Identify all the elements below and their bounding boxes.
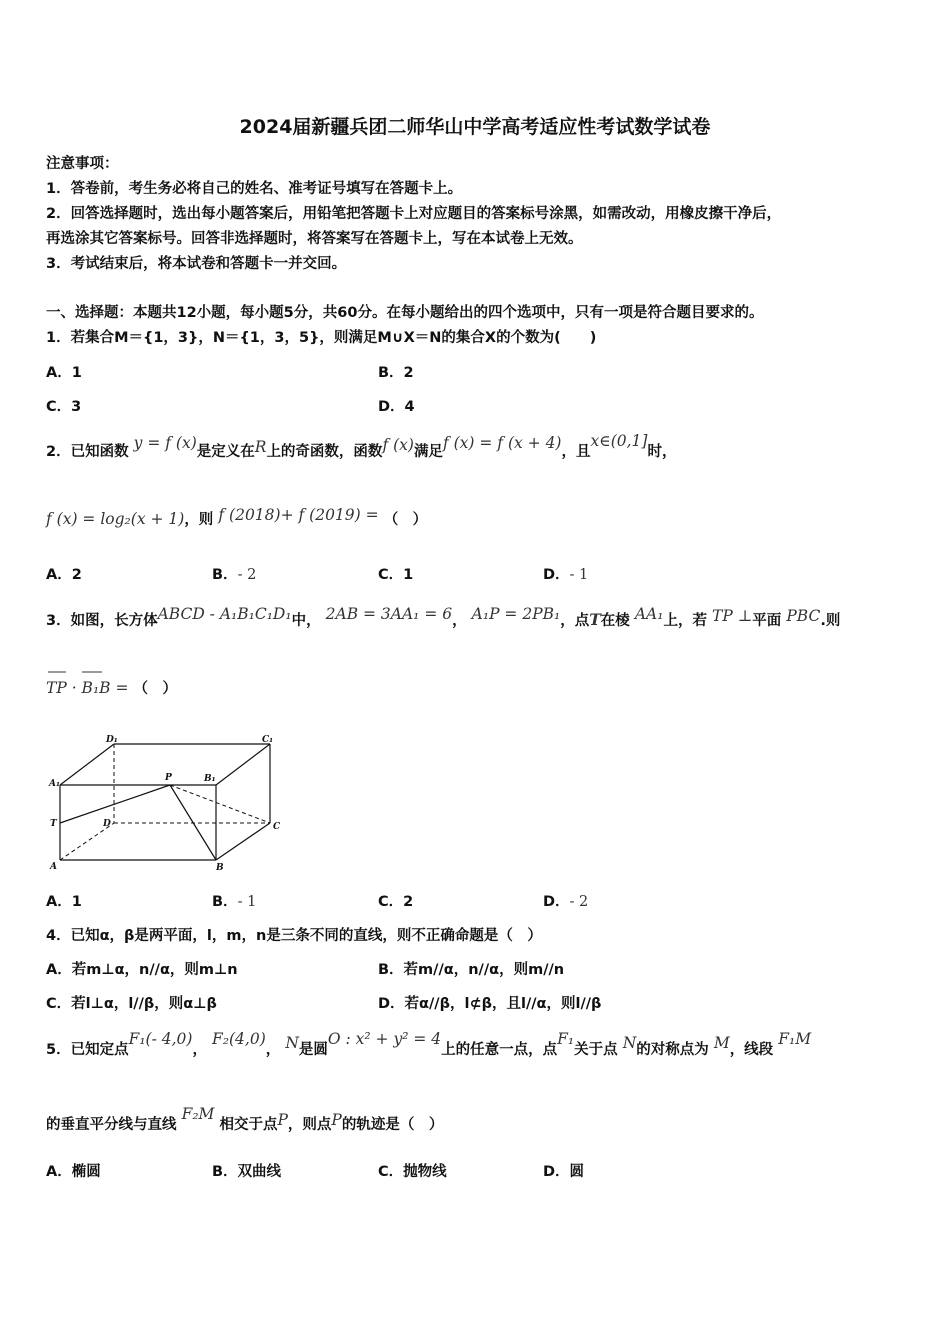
q2-math-5: x∈(0,1] bbox=[590, 432, 648, 450]
q5-math-7: M bbox=[713, 1034, 730, 1052]
q5-math-3: N bbox=[285, 1034, 299, 1052]
label-b: B bbox=[216, 863, 224, 873]
q5-text-9: 的垂直平分线与直线 bbox=[46, 1117, 177, 1133]
q3-option-d bbox=[543, 890, 588, 911]
q5-option-d: D．圆 bbox=[543, 1164, 585, 1180]
q2-text-7: ，则 bbox=[184, 512, 214, 528]
q3-math-8: TP · B₁B = bbox=[46, 679, 129, 697]
q5-math-10: P bbox=[277, 1111, 288, 1129]
q2-math-1: y = f (x) bbox=[133, 434, 197, 452]
label-d: D bbox=[103, 819, 111, 829]
q2-text-8: （ ） bbox=[383, 512, 428, 528]
q2-option-b-label: B． bbox=[212, 567, 238, 583]
notice-item-2a: 2．回答选择题时，选出每小题答案后，用铅笔把答题卡上对应题目的答案标号涂黑，如需改动，用橡皮擦干净后， bbox=[46, 206, 782, 222]
q5-text-3: ， bbox=[265, 1042, 281, 1058]
q5-text-11: ，则点 bbox=[287, 1117, 332, 1133]
q3-text-8: .则 bbox=[820, 613, 841, 629]
q5-math-9: F₂M bbox=[181, 1105, 215, 1123]
q3-text-5: 在棱 bbox=[600, 613, 630, 629]
q3-option-c: C．2 bbox=[378, 894, 414, 910]
q2-text-6: 时， bbox=[647, 444, 677, 460]
q5-text-2: ， bbox=[192, 1042, 207, 1058]
label-t: T bbox=[50, 819, 57, 829]
edge-b-c bbox=[216, 823, 270, 860]
q5-text-6: 关于点 bbox=[574, 1042, 618, 1058]
q2-math-7: f (2018)+ f (2019) = bbox=[218, 506, 379, 524]
q5-text-1: 5．已知定点 bbox=[46, 1042, 129, 1058]
q2-text-4: 满足 bbox=[413, 444, 443, 460]
q5-text-12: 的轨迹是（ ） bbox=[341, 1117, 444, 1133]
q2-option-a: A．2 bbox=[46, 567, 82, 583]
q3-option-b bbox=[212, 890, 256, 911]
q3-math-1: ABCD - A₁B₁C₁D₁ bbox=[157, 605, 292, 623]
q3-math-3: A₁P = 2PB₁ bbox=[471, 605, 561, 623]
q2-math-4: f (x) = f (x + 4) bbox=[442, 434, 562, 452]
q5-text-8: ，线段 bbox=[729, 1042, 774, 1058]
q5-option-a: A．椭圆 bbox=[46, 1164, 101, 1180]
question-5-line-1 bbox=[46, 1030, 812, 1059]
notice-item-2b: 再选涂其它答案标号。回答非选择题时，将答案写在答题卡上，写在本试卷上无效。 bbox=[46, 231, 583, 247]
q3-option-d-value: - 2 bbox=[569, 894, 589, 910]
hidden-segment-p-c bbox=[170, 785, 270, 823]
q2-text-5: ，且 bbox=[561, 444, 591, 460]
q5-text-10: 相交于点 bbox=[219, 1117, 278, 1133]
q3-text-1: 3．如图，长方体 bbox=[46, 613, 158, 629]
q2-option-d-label: D． bbox=[543, 567, 570, 583]
q1-option-d: D．4 bbox=[378, 399, 415, 415]
q4-option-b: B．若m//α，n//α，则m//n bbox=[378, 962, 565, 978]
edge-a1-d1 bbox=[60, 744, 114, 785]
q3-option-a: A．1 bbox=[46, 894, 82, 910]
q3-text-6: 上，若 bbox=[663, 613, 707, 629]
q3-text-2: 中， bbox=[291, 613, 321, 629]
q3-option-b-label: B． bbox=[212, 894, 238, 910]
q4-option-a: A．若m⊥α，n//α，则m⊥n bbox=[46, 962, 238, 978]
segment-t-p bbox=[60, 785, 170, 823]
notice-item-3: 3．考试结束后，将本试卷和答题卡一并交回。 bbox=[46, 256, 347, 272]
label-a: A bbox=[50, 862, 57, 872]
q2-option-c: C．1 bbox=[378, 567, 414, 583]
q3-option-b-value: - 1 bbox=[237, 894, 257, 910]
label-c: C bbox=[273, 822, 281, 832]
label-p: P bbox=[165, 773, 172, 783]
q3-vector-arrows bbox=[46, 666, 106, 676]
q3-math-7: PBC bbox=[786, 607, 821, 625]
q2-option-b bbox=[212, 563, 256, 584]
label-a1: A₁ bbox=[49, 779, 60, 789]
q2-text-2: 是定义在 bbox=[196, 444, 255, 460]
q3-math-4: T bbox=[589, 610, 601, 629]
q2-text-3: 上的奇函数，函数 bbox=[266, 444, 383, 460]
q3-text-4: ，点 bbox=[560, 613, 590, 629]
q5-math-11: P bbox=[331, 1111, 342, 1129]
q5-math-5: F₁ bbox=[557, 1030, 575, 1048]
q2-math-3: f (x) bbox=[382, 436, 414, 454]
q5-option-c: C．抛物线 bbox=[378, 1164, 447, 1180]
page-title: 2024届新疆兵团二师华山中学高考适应性考试数学试卷 bbox=[239, 116, 711, 138]
q1-option-c: C．3 bbox=[46, 399, 82, 415]
q2-text-1: 2．已知函数 bbox=[46, 444, 129, 460]
q4-option-d: D．若α//β，l⊄β，且l//α，则l//β bbox=[378, 996, 602, 1012]
q3-text-9: （ ） bbox=[133, 681, 178, 697]
q2-math-6: f (x) = log₂(x + 1) bbox=[46, 510, 185, 528]
q5-math-2: F₂(4,0) bbox=[212, 1030, 266, 1048]
q5-option-b: B．双曲线 bbox=[212, 1164, 282, 1180]
question-5-line-2 bbox=[46, 1105, 444, 1134]
question-3-line-2 bbox=[46, 677, 177, 698]
q3-math-2: 2AB = 3AA₁ = 6 bbox=[325, 605, 453, 623]
q2-option-b-value: - 2 bbox=[237, 567, 257, 583]
q3-math-5: AA₁ bbox=[634, 605, 664, 623]
q5-text-7: 的对称点为 bbox=[636, 1042, 709, 1058]
q5-text-4: 是圆 bbox=[298, 1042, 328, 1058]
q5-text-5: 上的任意一点，点 bbox=[441, 1042, 558, 1058]
question-2-line-1 bbox=[46, 432, 677, 461]
cuboid-figure bbox=[46, 730, 296, 875]
q3-option-d-label: D． bbox=[543, 894, 570, 910]
question-3-line-1 bbox=[46, 605, 841, 630]
q2-option-d bbox=[543, 563, 588, 584]
q5-math-4: O : x² + y² = 4 bbox=[327, 1030, 442, 1048]
q4-option-c: C．若l⊥α，l//β，则α⊥β bbox=[46, 996, 217, 1012]
section-heading: 一、选择题：本题共12小题，每小题5分，共60分。在每小题给出的四个选项中，只有一项是符合题目要求的。 bbox=[46, 305, 764, 321]
label-d1: D₁ bbox=[106, 735, 118, 745]
notice-heading: 注意事项： bbox=[46, 156, 119, 172]
q3-text-7: 平面 bbox=[752, 613, 782, 629]
label-c1: C₁ bbox=[262, 735, 274, 745]
q5-math-6: N bbox=[622, 1034, 637, 1052]
label-b1: B₁ bbox=[204, 774, 216, 784]
edge-b1-c1 bbox=[216, 744, 270, 785]
q2-math-2: R bbox=[254, 438, 267, 456]
question-4-stem: 4．已知α，β是两平面，l，m，n是三条不同的直线，则不正确命题是（ ） bbox=[46, 928, 542, 944]
q1-option-b: B．2 bbox=[378, 365, 414, 381]
q5-math-8: F₁M bbox=[778, 1030, 812, 1048]
q3-math-6: TP ⊥ bbox=[712, 607, 753, 625]
q3-text-3: ， bbox=[452, 613, 467, 629]
question-1-stem: 1．若集合M＝{1，3}，N＝{1，3，5}，则满足M∪X＝N的集合X的个数为( ) bbox=[46, 330, 597, 346]
q2-option-d-value: - 1 bbox=[569, 567, 589, 583]
notice-item-1: 1．答卷前，考生务必将自己的姓名、准考证号填写在答题卡上。 bbox=[46, 181, 463, 197]
q1-option-a: A．1 bbox=[46, 365, 82, 381]
question-2-line-2 bbox=[46, 508, 427, 529]
q5-math-1: F₁(- 4,0) bbox=[128, 1030, 193, 1048]
